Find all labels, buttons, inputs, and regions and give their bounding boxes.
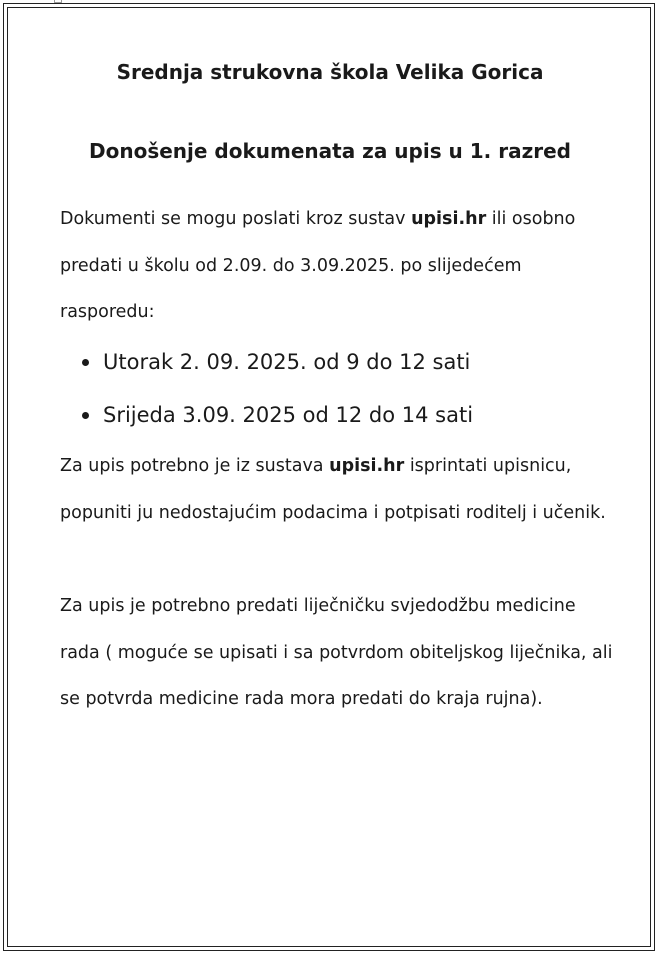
intro-paragraph (60, 196, 620, 336)
bullet-icon (82, 359, 89, 366)
intro-text-before: Dokumenti se mogu poslati kroz sustav (60, 209, 412, 229)
list-item (80, 340, 473, 393)
print-text-before: Za upis potrebno je iz sustava (60, 456, 330, 476)
crop-mark (54, 0, 62, 3)
schedule-item-label: Srijeda 3.09. 2025 od 12 do 14 sati (103, 403, 474, 427)
school-name: Srednja strukovna škola Velika Gorica (116, 60, 544, 84)
medical-note-paragraph: Za upis je potrebno predati liječničku svjedodžbu medicine rada ( moguće se upisati i sa potvrdom obiteljskog liječnika, ali se potvrda medicine rada mora predati do kraja rujna). (60, 596, 613, 709)
schedule-list (80, 340, 473, 446)
intro-text-after: ili osobno predati u školu od 2.09. do 3.09.2025. po slijedećem rasporedu: (60, 209, 576, 322)
print-instructions-paragraph (60, 443, 620, 536)
upisi-link-text: upisi.hr (329, 456, 405, 476)
print-text-after: isprintati upisnicu, popuniti ju nedostajućim podacima i potpisati roditelj i učenik. (60, 456, 606, 523)
list-item (80, 393, 473, 446)
upisi-link-text: upisi.hr (411, 209, 487, 229)
schedule-item-label: Utorak 2. 09. 2025. od 9 do 12 sati (103, 350, 471, 374)
document-title: Donošenje dokumenata za upis u 1. razred (89, 139, 571, 163)
bullet-icon (82, 412, 89, 419)
